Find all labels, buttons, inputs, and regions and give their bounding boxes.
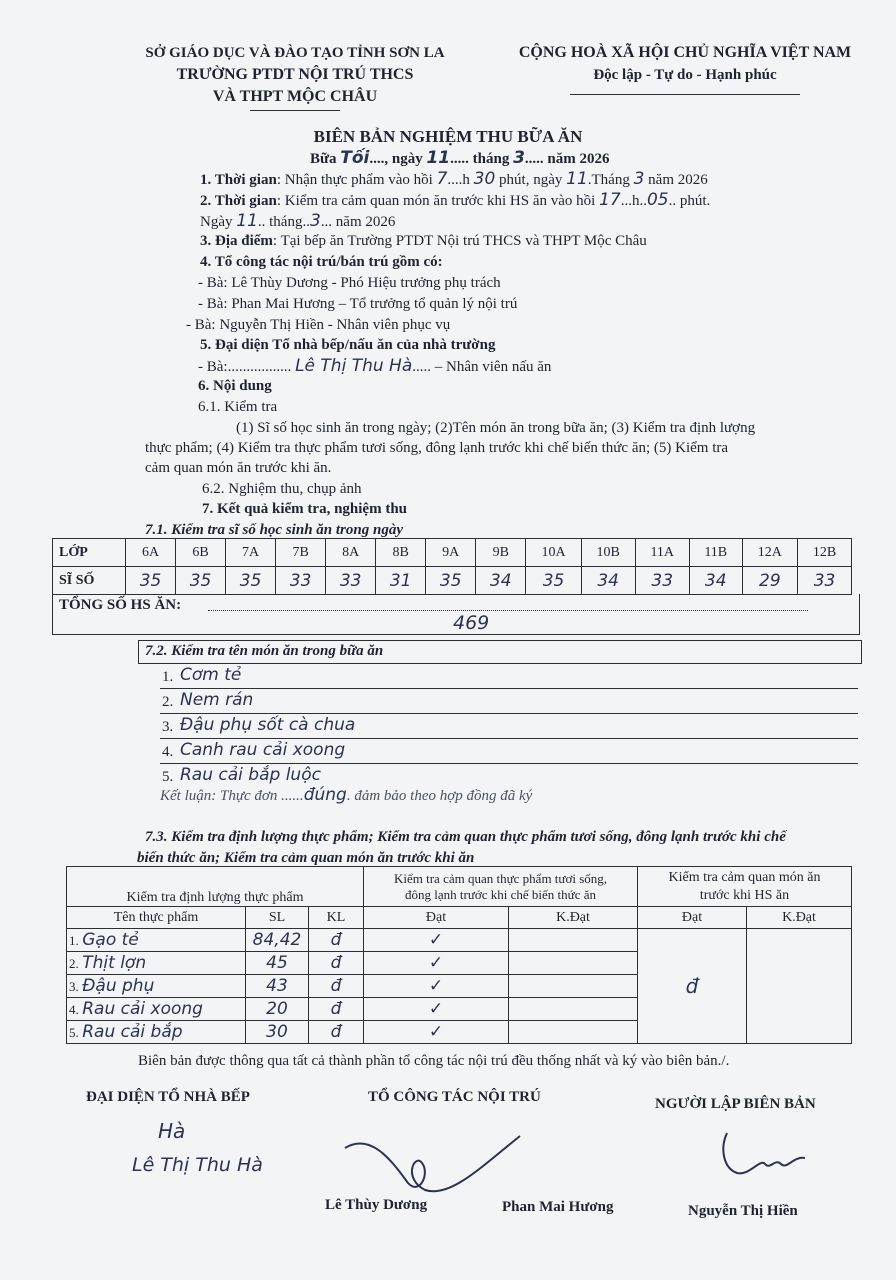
h-name: Tên thực phẩm (67, 907, 246, 929)
closing-text: Biên bản được thông qua tất cả thành phần tổ công tác nội trú đều thống nhất và ký vào biên bản./. (138, 1053, 730, 1069)
h-pass: Đạt (364, 907, 509, 929)
item-6-1: 6.1. Kiểm tra (198, 399, 278, 415)
dish-number: 5. (162, 769, 174, 785)
count-cell: 35 (426, 567, 476, 595)
food-name-cell: 3. Đậu phụ (67, 975, 246, 998)
class-cell: 10A (526, 539, 582, 567)
food-name-cell: 2. Thịt lợn (67, 952, 246, 975)
conclusion-value: đúng (303, 785, 347, 805)
fail-cell (509, 952, 638, 975)
count-cell: 34 (476, 567, 526, 595)
board-name-1: Lê Thùy Dương (325, 1197, 428, 1213)
item-3: 3. Địa điểm: Tại bếp ăn Trường PTDT Nội trú THCS và THPT Mộc Châu (200, 233, 647, 249)
section-7-3-line2: biến thức ăn; Kiểm tra cảm quan món ăn trước khi ăn (137, 850, 475, 866)
dish-rule (160, 738, 858, 739)
item-6-2: 6.2. Nghiệm thu, chụp ảnh (202, 481, 362, 497)
class-cell: 11A (635, 539, 689, 567)
count-cell: 33 (635, 567, 689, 595)
kitchen-title: ĐẠI DIỆN TỔ NHÀ BẾP (86, 1089, 250, 1105)
dish-name: Canh rau cải xoong (180, 740, 346, 760)
writer-signature-icon (715, 1128, 815, 1178)
item-6-para-1: (1) Sĩ số học sinh ăn trong ngày; (2)Tên món ăn trong bữa ăn; (3) Kiểm tra định lượng (236, 420, 756, 436)
member-3: - Bà: Nguyễn Thị Hiền - Nhân viên phục vụ (186, 317, 451, 333)
board-title: TỔ CÔNG TÁC NỘI TRÚ (368, 1089, 541, 1105)
class-cell: 9A (426, 539, 476, 567)
board-name-2: Phan Mai Hương (502, 1199, 614, 1215)
class-cell: 12A (742, 539, 798, 567)
fail-cell (509, 998, 638, 1021)
head-fresh: Kiểm tra cảm quan thực phẩm tươi sống, đông lạnh trước khi chế biến thức ăn (364, 867, 638, 907)
dish-name: Nem rán (180, 690, 254, 710)
class-cell: 8B (376, 539, 426, 567)
sl-cell: 20 (246, 998, 309, 1021)
class-count-table (52, 538, 852, 595)
sl-cell: 43 (246, 975, 309, 998)
section-7-2-box (138, 640, 862, 664)
count-cell: 33 (326, 567, 376, 595)
count-cell: 35 (526, 567, 582, 595)
header-left-rule (250, 110, 340, 111)
item-2: 2. Thời gian: Kiểm tra cảm quan món ăn trước khi HS ăn vào hồi 17...h..05.. phút. (200, 190, 711, 210)
kl-cell: đ (309, 975, 364, 998)
total-label: TỔNG SỐ HS ĂN: (59, 597, 182, 613)
class-cell: 11B (689, 539, 742, 567)
h-pass2: Đạt (638, 907, 747, 929)
count-cell: 34 (581, 567, 635, 595)
kitchen-handwritten-name: Lê Thị Thu Hà (132, 1154, 263, 1176)
item-5-label: 5. Đại diện Tổ nhà bếp/nấu ăn của nhà trường (200, 337, 496, 353)
kl-cell: đ (309, 929, 364, 952)
h-kl: KL (309, 907, 364, 929)
count-cell: 33 (276, 567, 326, 595)
dish-rule (160, 713, 858, 714)
item-7-label: 7. Kết quả kiểm tra, nghiệm thu (202, 501, 408, 517)
motto: Độc lập - Tự do - Hạnh phúc (593, 67, 777, 83)
dish-number: 3. (162, 719, 174, 735)
day-value: 11 (426, 148, 451, 168)
dish-name: Cơm tẻ (180, 665, 242, 685)
section-7-3-line1: 7.3. Kiểm tra định lượng thực phẩm; Kiểm tra cảm quan thực phẩm tươi sống, đông lạnh trước khi chế (145, 829, 786, 845)
h-fail2: K.Đạt (747, 907, 852, 929)
total-value: 469 (453, 612, 490, 634)
food-name-cell: 4. Rau cải xoong (67, 998, 246, 1021)
class-cell: 8A (326, 539, 376, 567)
school-name-1: TRƯỜNG PTDT NỘI TRÚ THCS (176, 66, 414, 83)
kitchen-signature: Hà (158, 1119, 186, 1143)
section-7-1: 7.1. Kiểm tra sĩ số học sinh ăn trong ngày (145, 522, 403, 538)
dish-name: Rau cải bắp luộc (180, 765, 321, 785)
fail-cell (509, 975, 638, 998)
count-cell: 35 (226, 567, 276, 595)
count-cell: 33 (798, 567, 852, 595)
h-fail: K.Đạt (509, 907, 638, 929)
sensory-fail-cell (747, 929, 852, 1044)
count-cell: 34 (689, 567, 742, 595)
kl-cell: đ (309, 1021, 364, 1044)
count-cell: 35 (176, 567, 226, 595)
item-6-para-3: cảm quan món ăn trước khi ăn. (145, 460, 332, 476)
dish-rule (160, 763, 858, 764)
sl-cell: 84,42 (246, 929, 309, 952)
fail-cell (509, 1021, 638, 1044)
dish-name: Đậu phụ sốt cà chua (180, 715, 356, 735)
sensory-pass-cell: đ (638, 929, 747, 1044)
fail-cell (509, 929, 638, 952)
dish-number: 2. (162, 694, 174, 710)
food-name-cell: 1. Gạo tẻ (67, 929, 246, 952)
item-5-person: - Bà:................. Lê Thị Thu Hà..... – Nhân viên nấu ăn (198, 356, 552, 376)
class-cell: 12B (798, 539, 852, 567)
item-6-label: 6. Nội dung (198, 378, 272, 394)
count-row (53, 567, 852, 595)
item-1: 1. Thời gian: Nhận thực phẩm vào hồi 7....h 30 phút, ngày 11.Tháng 3 năm 2026 (200, 169, 708, 189)
board-signature-icon (330, 1128, 530, 1198)
class-cell: 6B (176, 539, 226, 567)
sl-cell: 30 (246, 1021, 309, 1044)
kl-cell: đ (309, 998, 364, 1021)
class-cell: 6A (126, 539, 176, 567)
h-sl: SL (246, 907, 309, 929)
writer-title: NGƯỜI LẬP BIÊN BẢN (655, 1096, 816, 1112)
school-name-2: VÀ THPT MỘC CHÂU (212, 88, 378, 105)
dish-number: 4. (162, 744, 174, 760)
pass-cell: ✓ (364, 998, 509, 1021)
writer-name: Nguyễn Thị Hiền (688, 1203, 798, 1219)
doc-subtitle: Bữa Tối...., ngày 11..... tháng 3..... năm 2026 (310, 148, 610, 168)
month-value: 3 (513, 148, 525, 168)
kl-cell: đ (309, 952, 364, 975)
class-label: LỚP (53, 539, 126, 567)
class-cell: 9B (476, 539, 526, 567)
dish-number: 1. (162, 669, 174, 685)
inspection-table (66, 866, 852, 1044)
header-right-rule (570, 94, 800, 95)
count-cell: 35 (126, 567, 176, 595)
menu-conclusion: Kết luận: Thực đơn ......đúng. đảm bảo theo hợp đồng đã ký (160, 785, 533, 805)
section-7-2: 7.2. Kiểm tra tên món ăn trong bữa ăn (145, 643, 384, 659)
class-cell: 7A (226, 539, 276, 567)
food-name-cell: 5. Rau cải bắp (67, 1021, 246, 1044)
class-cell: 10B (581, 539, 635, 567)
total-box (52, 594, 860, 635)
pass-cell: ✓ (364, 929, 509, 952)
pass-cell: ✓ (364, 975, 509, 998)
class-row (53, 539, 852, 567)
head-quantity: Kiểm tra định lượng thực phẩm (67, 867, 364, 907)
cook-name: Lê Thị Thu Hà (295, 356, 413, 376)
country-name: CỘNG HOÀ XÃ HỘI CHỦ NGHĨA VIỆT NAM (518, 44, 852, 61)
dept-name: SỞ GIÁO DỤC VÀ ĐÀO TẠO TỈNH SƠN LA (145, 45, 445, 61)
dish-rule (160, 688, 858, 689)
member-1: - Bà: Lê Thùy Dương - Phó Hiệu trưởng phụ trách (198, 275, 501, 291)
doc-title: BIÊN BẢN NGHIỆM THU BỮA ĂN (313, 127, 583, 146)
count-cell: 31 (376, 567, 426, 595)
inspection-row (67, 929, 852, 952)
count-cell: 29 (742, 567, 798, 595)
item-6-para-2: thực phẩm; (4) Kiểm tra thực phẩm tươi sống, đông lạnh trước khi chế biến thức ăn; (5) Kiểm tra (145, 440, 729, 456)
meal-value: Tối (340, 148, 370, 168)
sl-cell: 45 (246, 952, 309, 975)
total-dotline (208, 610, 808, 611)
item-4-label: 4. Tổ công tác nội trú/bán trú gồm có: (200, 254, 443, 270)
class-cell: 7B (276, 539, 326, 567)
pass-cell: ✓ (364, 952, 509, 975)
count-label: SĨ SỐ (53, 567, 126, 595)
pass-cell: ✓ (364, 1021, 509, 1044)
item-2-date: Ngày 11.. tháng..3... năm 2026 (200, 211, 396, 231)
member-2: - Bà: Phan Mai Hương – Tổ trưởng tổ quản lý nội trú (198, 296, 518, 312)
head-sensory: Kiểm tra cảm quan món ăn trước khi HS ăn (638, 867, 852, 907)
